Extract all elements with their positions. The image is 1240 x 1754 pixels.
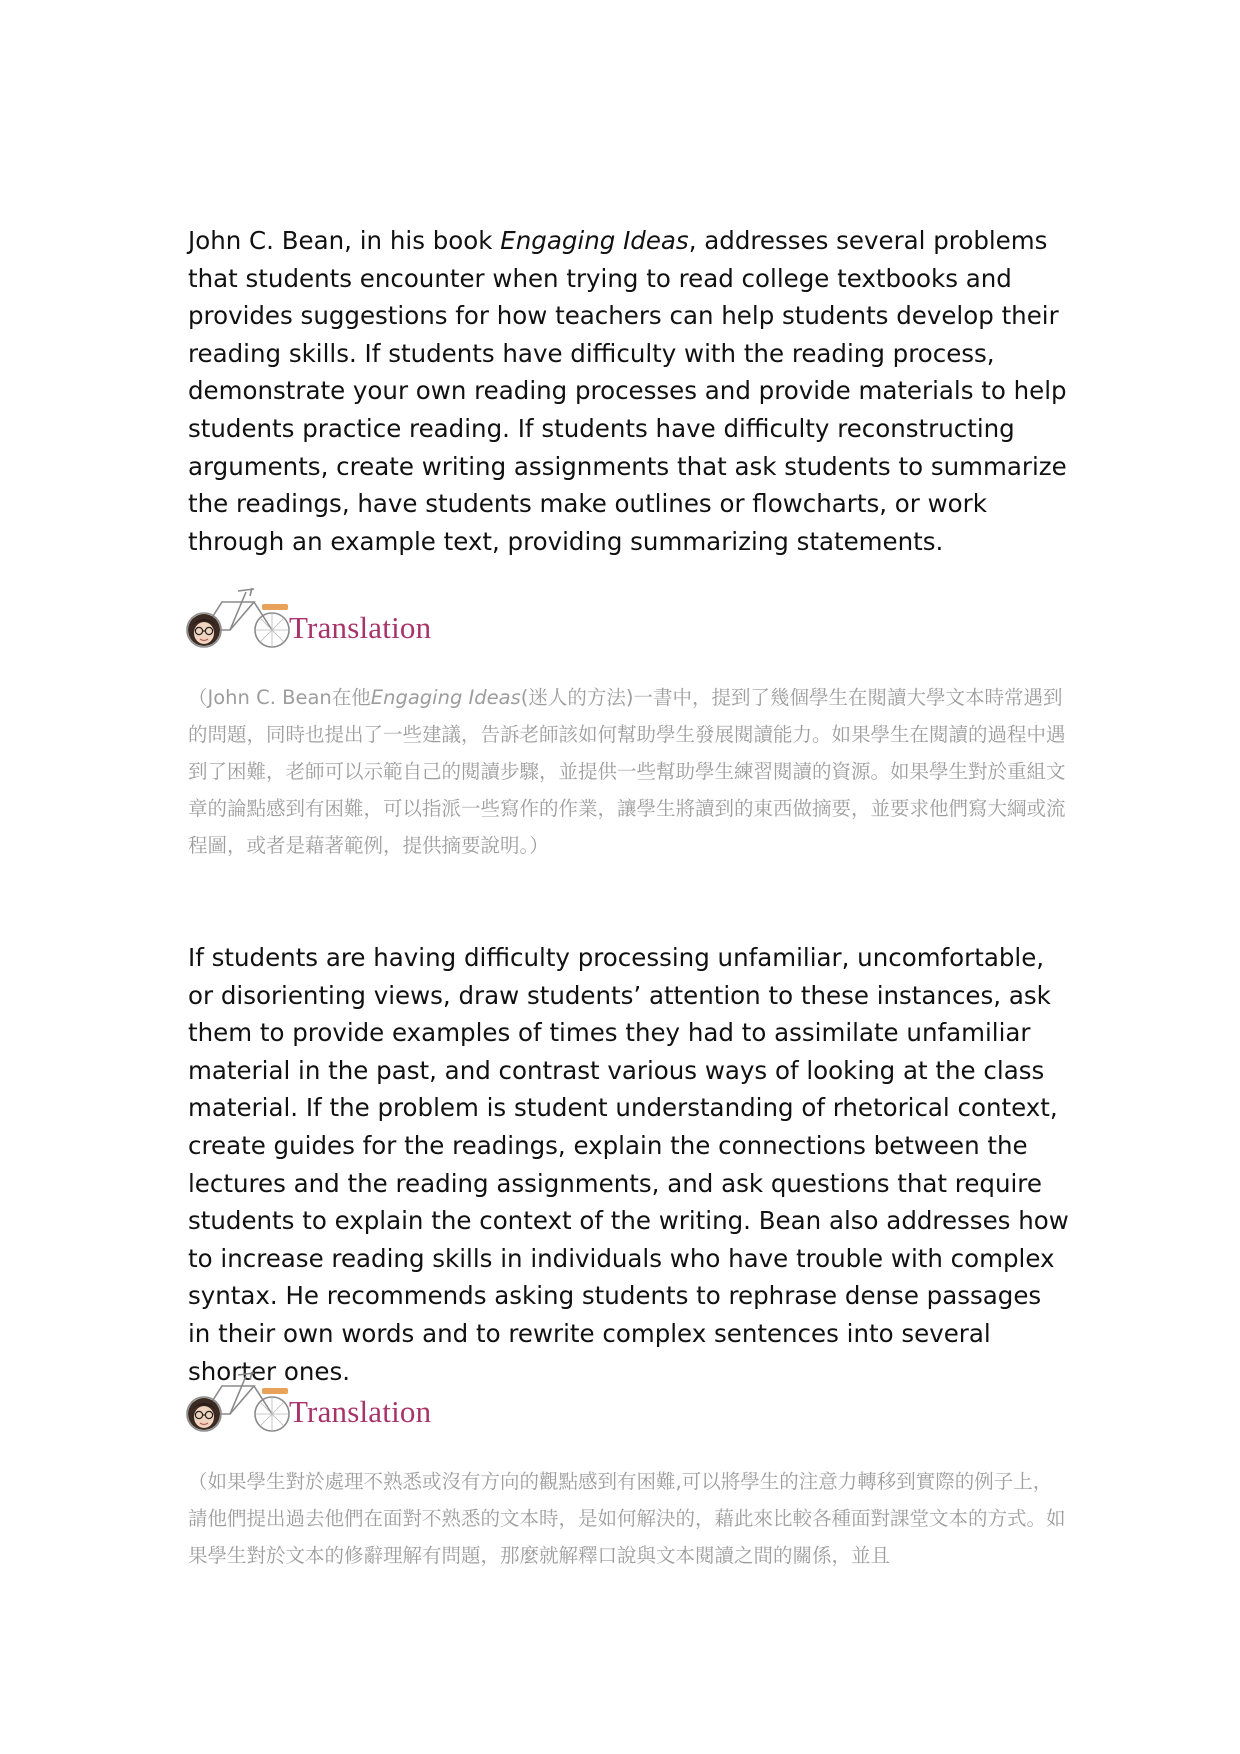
- paragraph-1-after-title: , addresses several problems that students encounter when trying to read college textbooks and provides suggestions for how teachers can help students develop their reading skills. If students have difficulty with the reading process, demonstrate your own reading processes and provide materials to help students practice reading. If students have difficulty reconstructing arguments, create writing assignments that ask students to summarize the readings, have students make outlines or flowcharts, or work through an example text, providing summarizing statements.: [188, 226, 1067, 556]
- translation-1-book-title: Engaging Ideas: [370, 686, 521, 709]
- book-title: Engaging Ideas: [500, 226, 689, 255]
- translation-logo-text: Translation: [289, 1394, 432, 1429]
- translation-paragraph-1: [188, 679, 1068, 864]
- bicycle-with-portrait-icon: [186, 584, 296, 656]
- translation-logo-1: [186, 584, 446, 656]
- paragraph-1-before-title: John C. Bean, in his book: [188, 226, 501, 255]
- translation-logo-text: Translation: [289, 610, 432, 645]
- translation-1-after-title: (迷人的方法)一書中，提到了幾個學生在閱讀大學文本時常遇到的問題，同時也提出了一些建議，告訴老師該如何幫助學生發展閱讀能力。如果學生在閱讀的過程中遇到了困難，老師可以示範自己的閱讀步驟，並提供一些幫助學生練習閱讀的資源。如果學生對於重組文章的論點感到有困難，可以指派一些寫作的作業，讓學生將讀到的東西做摘要，並要求他們寫大綱或流程圖，或者是藉著範例，提供摘要說明。）: [188, 686, 1066, 857]
- paragraph-1: [188, 222, 1070, 560]
- translation-paragraph-2: （如果學生對於處理不熟悉或沒有方向的觀點感到有困難,可以將學生的注意力轉移到實際的例子上，請他們提出過去他們在面對不熟悉的文本時，是如何解決的，藉此來比較各種面對課堂文本的方式。如果學生對於文本的修辭理解有問題，那麼就解釋口說與文本閱讀之間的關係，並且: [188, 1470, 1066, 1567]
- translation-logo-2: [186, 1368, 446, 1440]
- bicycle-with-portrait-icon: [186, 1368, 296, 1440]
- paragraph-2: If students are having difficulty processing unfamiliar, uncomfortable, or disorienting views, draw students’ attention to these instances, ask them to provide examples of times they had to assimilate unfamiliar material in the past, and contrast various ways of looking at the class material. If the problem is student understanding of rhetorical context, create guides for the readings, explain the connections between the lectures and the reading assignments, and ask questions that require students to explain the context of the writing. Bean also addresses how to increase reading skills in individuals who have trouble with complex syntax. He recommends asking students to rephrase dense passages in their own words and to rewrite complex sentences into several shorter ones.: [188, 943, 1069, 1386]
- translation-1-before-title: （John C. Bean在他: [188, 686, 371, 709]
